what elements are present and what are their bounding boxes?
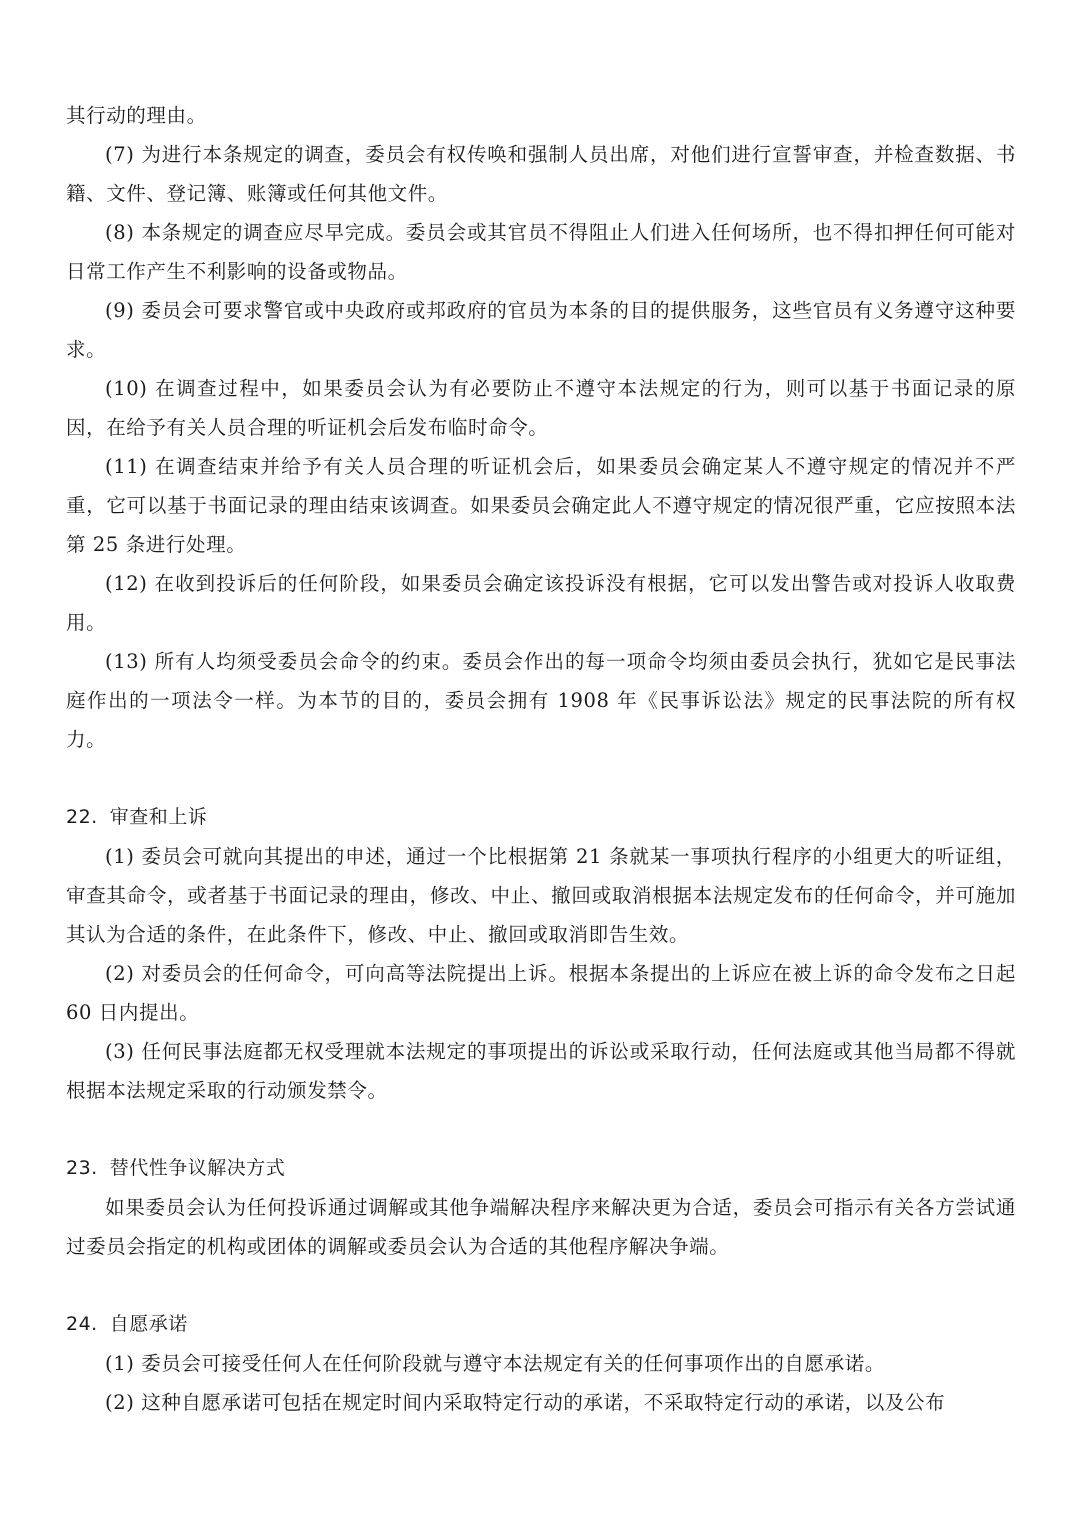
section-spacer xyxy=(66,1266,1016,1305)
section-24-para-1: (1) 委员会可接受任何人在任何阶段就与遵守本法规定有关的任何事项作出的自愿承诺。 xyxy=(105,1352,885,1375)
section-21-para-13: (13) 所有人均须受委员会命令的约束。委员会作出的每一项命令均须由委员会执行，犹如它是民事法庭作出的一项法令一样。为本节的目的，委员会拥有 1908 年《民事诉讼法》规定的民事法院的所有权力。 xyxy=(66,650,1016,751)
section-23-heading xyxy=(66,1149,1016,1188)
section-spacer xyxy=(66,759,1016,798)
continued-text: 其行动的理由。 xyxy=(66,104,207,127)
section-22-para-2: (2) 对委员会的任何命令，可向高等法院提出上诉。根据本条提出的上诉应在被上诉的命令发布之日起 60 日内提出。 xyxy=(66,962,1016,1024)
section-24-number: 24. xyxy=(66,1313,98,1335)
section-21-para-7: (7) 为进行本条规定的调查，委员会有权传唤和强制人员出席，对他们进行宣誓审查，并检查数据、书籍、文件、登记簿、账簿或任何其他文件。 xyxy=(66,143,1016,205)
section-21-para-12: (12) 在收到投诉后的任何阶段，如果委员会确定该投诉没有根据，它可以发出警告或对投诉人收取费用。 xyxy=(66,572,1016,634)
section-21-para-9: (9) 委员会可要求警官或中央政府或邦政府的官员为本条的目的提供服务，这些官员有义务遵守这种要求。 xyxy=(66,299,1016,361)
section-23-title: 替代性争议解决方式 xyxy=(109,1157,286,1179)
section-22-number: 22. xyxy=(66,806,98,828)
section-21-para-11: (11) 在调查结束并给予有关人员合理的听证机会后，如果委员会确定某人不遵守规定的情况并不严重，它可以基于书面记录的理由结束该调查。如果委员会确定此人不遵守规定的情况很严重，它应按照本法第 25 条进行处理。 xyxy=(66,455,1016,556)
section-22-heading xyxy=(66,798,1016,837)
section-spacer xyxy=(66,1110,1016,1149)
section-23-number: 23. xyxy=(66,1157,98,1179)
section-23-para-1: 如果委员会认为任何投诉通过调解或其他争端解决程序来解决更为合适，委员会可指示有关各方尝试通过委员会指定的机构或团体的调解或委员会认为合适的其他程序解决争端。 xyxy=(66,1196,1016,1258)
section-21-paragraphs xyxy=(66,135,1016,759)
section-23 xyxy=(66,1149,1016,1266)
section-22-para-3: (3) 任何民事法庭都无权受理就本法规定的事项提出的诉讼或采取行动，任何法庭或其他当局都不得就根据本法规定采取的行动颁发禁令。 xyxy=(66,1040,1016,1102)
section-24-para-2: (2) 这种自愿承诺可包括在规定时间内采取特定行动的承诺，不采取特定行动的承诺，以及公布 xyxy=(105,1391,946,1414)
section-21-para-8: (8) 本条规定的调查应尽早完成。委员会或其官员不得阻止人们进入任何场所，也不得扣押任何可能对日常工作产生不利影响的设备或物品。 xyxy=(66,221,1016,283)
section-24-title: 自愿承诺 xyxy=(109,1313,188,1335)
section-22 xyxy=(66,798,1016,1110)
document-page xyxy=(66,96,1016,1422)
section-24 xyxy=(66,1305,1016,1422)
section-21-para-10: (10) 在调查过程中，如果委员会认为有必要防止不遵守本法规定的行为，则可以基于书面记录的原因，在给予有关人员合理的听证机会后发布临时命令。 xyxy=(66,377,1016,439)
section-24-heading xyxy=(66,1305,1016,1344)
section-22-title: 审查和上诉 xyxy=(109,806,208,828)
section-22-para-1: (1) 委员会可就向其提出的申述，通过一个比根据第 21 条就某一事项执行程序的小组更大的听证组，审查其命令，或者基于书面记录的理由，修改、中止、撤回或取消根据本法规定发布的任何命令，并可施加其认为合适的条件，在此条件下，修改、中止、撤回或取消即告生效。 xyxy=(66,845,1016,946)
